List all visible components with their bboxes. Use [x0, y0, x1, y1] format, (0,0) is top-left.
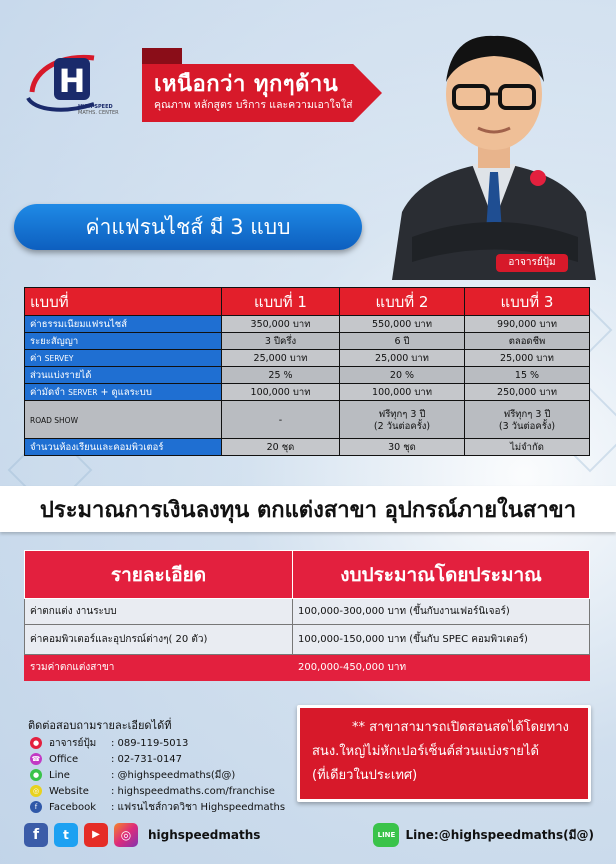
franchise-title: ค่าแฟรนไชส์ มี 3 แบบ	[14, 204, 362, 250]
teacher-name-tag: อาจารย์ปุ้ม	[496, 254, 568, 272]
headline: เหนือกว่า ทุกๆด้าน	[154, 72, 339, 97]
subline: คุณภาพ หลักสูตร บริการ และความเอาใจใส่	[154, 99, 353, 111]
row-label: ระยะสัญญา	[25, 333, 222, 350]
cell: ไม่จำกัด	[465, 439, 590, 456]
plans-table	[24, 287, 590, 456]
cell: 100,000 บาท	[222, 384, 340, 401]
logo-text: HIGH-SPEED MATHS. CENTER	[78, 104, 119, 116]
contact-label: Office	[49, 753, 79, 765]
table-row	[25, 625, 590, 655]
note-line: ** สาขาสามารถเปิดสอนสดได้โดยทาง	[352, 720, 569, 735]
cell: -	[222, 401, 340, 439]
phone-icon: ☎	[31, 755, 41, 763]
cell: 20 %	[340, 367, 465, 384]
contact-title: ติดต่อสอบถามรายละเอียดได้ที่	[28, 719, 172, 732]
contact-row	[30, 800, 285, 814]
budget-value: 100,000-300,000 บาท (ขึ้นกับงานเฟอร์นิเจอร์)	[293, 599, 590, 625]
row-label: ค่า SERVEY	[25, 350, 222, 367]
cell: ตลอดชีพ	[465, 333, 590, 350]
table-row	[25, 384, 590, 401]
contact-value: : @highspeedmaths(มี@)	[111, 769, 236, 781]
facebook-icon[interactable]: f	[24, 823, 48, 847]
table-row	[25, 599, 590, 625]
contact-label: Facebook	[49, 801, 96, 813]
cell: 25,000 บาท	[465, 350, 590, 367]
budget-value: 200,000-450,000 บาท	[293, 655, 590, 681]
social-handle[interactable]: highspeedmaths	[148, 828, 261, 842]
contact-row	[30, 784, 275, 798]
cell: 3 ปีครึ่ง	[222, 333, 340, 350]
line-icon: ●	[30, 769, 42, 781]
row-label: ROAD SHOW	[25, 401, 222, 439]
table-row	[25, 316, 590, 333]
budget-item: รวมค่าตกแต่งสาขา	[25, 655, 293, 681]
plans-header-row	[25, 288, 590, 316]
live-teaching-note	[297, 705, 591, 802]
contact-value: : highspeedmaths.com/franchise	[111, 785, 275, 797]
cell: 350,000 บาท	[222, 316, 340, 333]
cell: 15 %	[465, 367, 590, 384]
table-row	[25, 333, 590, 350]
budget-table	[24, 550, 590, 681]
contact-label: อาจารย์ปุ้ม	[49, 737, 97, 749]
row-label: จำนวนห้องเรียนและคอมพิวเตอร์	[25, 439, 222, 456]
investment-title: ประมาณการเงินลงทุน ตกแต่งสาขา อุปกรณ์ภายในสาขา	[39, 498, 577, 523]
row-label: ค่าธรรมเนียมแฟรนไชส์	[25, 316, 222, 333]
logo-letter: H	[58, 62, 86, 100]
facebook-icon: f	[30, 801, 42, 813]
cell: 100,000 บาท	[340, 384, 465, 401]
plans-header-cell: แบบที่	[25, 288, 222, 316]
social-footer	[24, 822, 594, 848]
contact-value: : 02-731-0147	[111, 753, 183, 765]
contact-value: : 089-119-5013	[111, 737, 189, 749]
cell: 25,000 บาท	[340, 350, 465, 367]
budget-item: ค่าคอมพิวเตอร์และอุปกรณ์ต่างๆ( 20 ตัว)	[25, 625, 293, 655]
budget-header-cell: งบประมาณโดยประมาณ	[293, 551, 590, 599]
contact-row	[30, 768, 235, 782]
cell: 25,000 บาท	[222, 350, 340, 367]
note-line: สนง.ใหญ่ไม่หักเปอร์เซ็นต์ส่วนแบ่งรายได้	[312, 744, 539, 759]
table-row	[25, 401, 590, 439]
note-line: (ที่เดียวในประเทศ)	[312, 768, 418, 783]
cell: ฟรีทุกๆ 3 ปี (2 วันต่อครั้ง)	[340, 401, 465, 439]
table-row-total	[25, 655, 590, 681]
cell: 550,000 บาท	[340, 316, 465, 333]
budget-header-row	[25, 551, 590, 599]
cell: 25 %	[222, 367, 340, 384]
contact-label: Website	[49, 785, 89, 797]
cell: 990,000 บาท	[465, 316, 590, 333]
plans-header-cell: แบบที่ 2	[340, 288, 465, 316]
contact-row	[30, 752, 182, 766]
line-app-icon[interactable]: LINE	[373, 823, 399, 847]
plans-header-cell: แบบที่ 3	[465, 288, 590, 316]
person-icon: ●	[30, 737, 42, 749]
twitter-icon[interactable]: t	[54, 823, 78, 847]
cell: 20 ชุด	[222, 439, 340, 456]
youtube-icon[interactable]: ▶	[84, 823, 108, 847]
contact-value: : แฟรนไชส์กวดวิชา Highspeedmaths	[111, 801, 286, 813]
teacher-photo	[382, 22, 606, 280]
cell: 250,000 บาท	[465, 384, 590, 401]
budget-value: 100,000-150,000 บาท (ขึ้นกับ SPEC คอมพิวเตอร์)	[293, 625, 590, 655]
contact-label: Line	[49, 769, 70, 781]
line-handle[interactable]: Line:@highspeedmaths(มี@)	[405, 827, 594, 842]
budget-item: ค่าตกแต่ง งานระบบ	[25, 599, 293, 625]
budget-header-cell: รายละเอียด	[25, 551, 293, 599]
table-row	[25, 439, 590, 456]
cell: ฟรีทุกๆ 3 ปี (3 วันต่อครั้ง)	[465, 401, 590, 439]
instagram-icon[interactable]: ◎	[114, 823, 138, 847]
cell: 6 ปี	[340, 333, 465, 350]
globe-icon: ◎	[30, 785, 42, 797]
table-row	[25, 350, 590, 367]
row-label: ค่ามัดจำ SERVER + ดูแลระบบ	[25, 384, 222, 401]
contact-row	[30, 736, 188, 750]
table-row	[25, 367, 590, 384]
row-label: ส่วนแบ่งรายได้	[25, 367, 222, 384]
plans-header-cell: แบบที่ 1	[222, 288, 340, 316]
cell: 30 ชุด	[340, 439, 465, 456]
